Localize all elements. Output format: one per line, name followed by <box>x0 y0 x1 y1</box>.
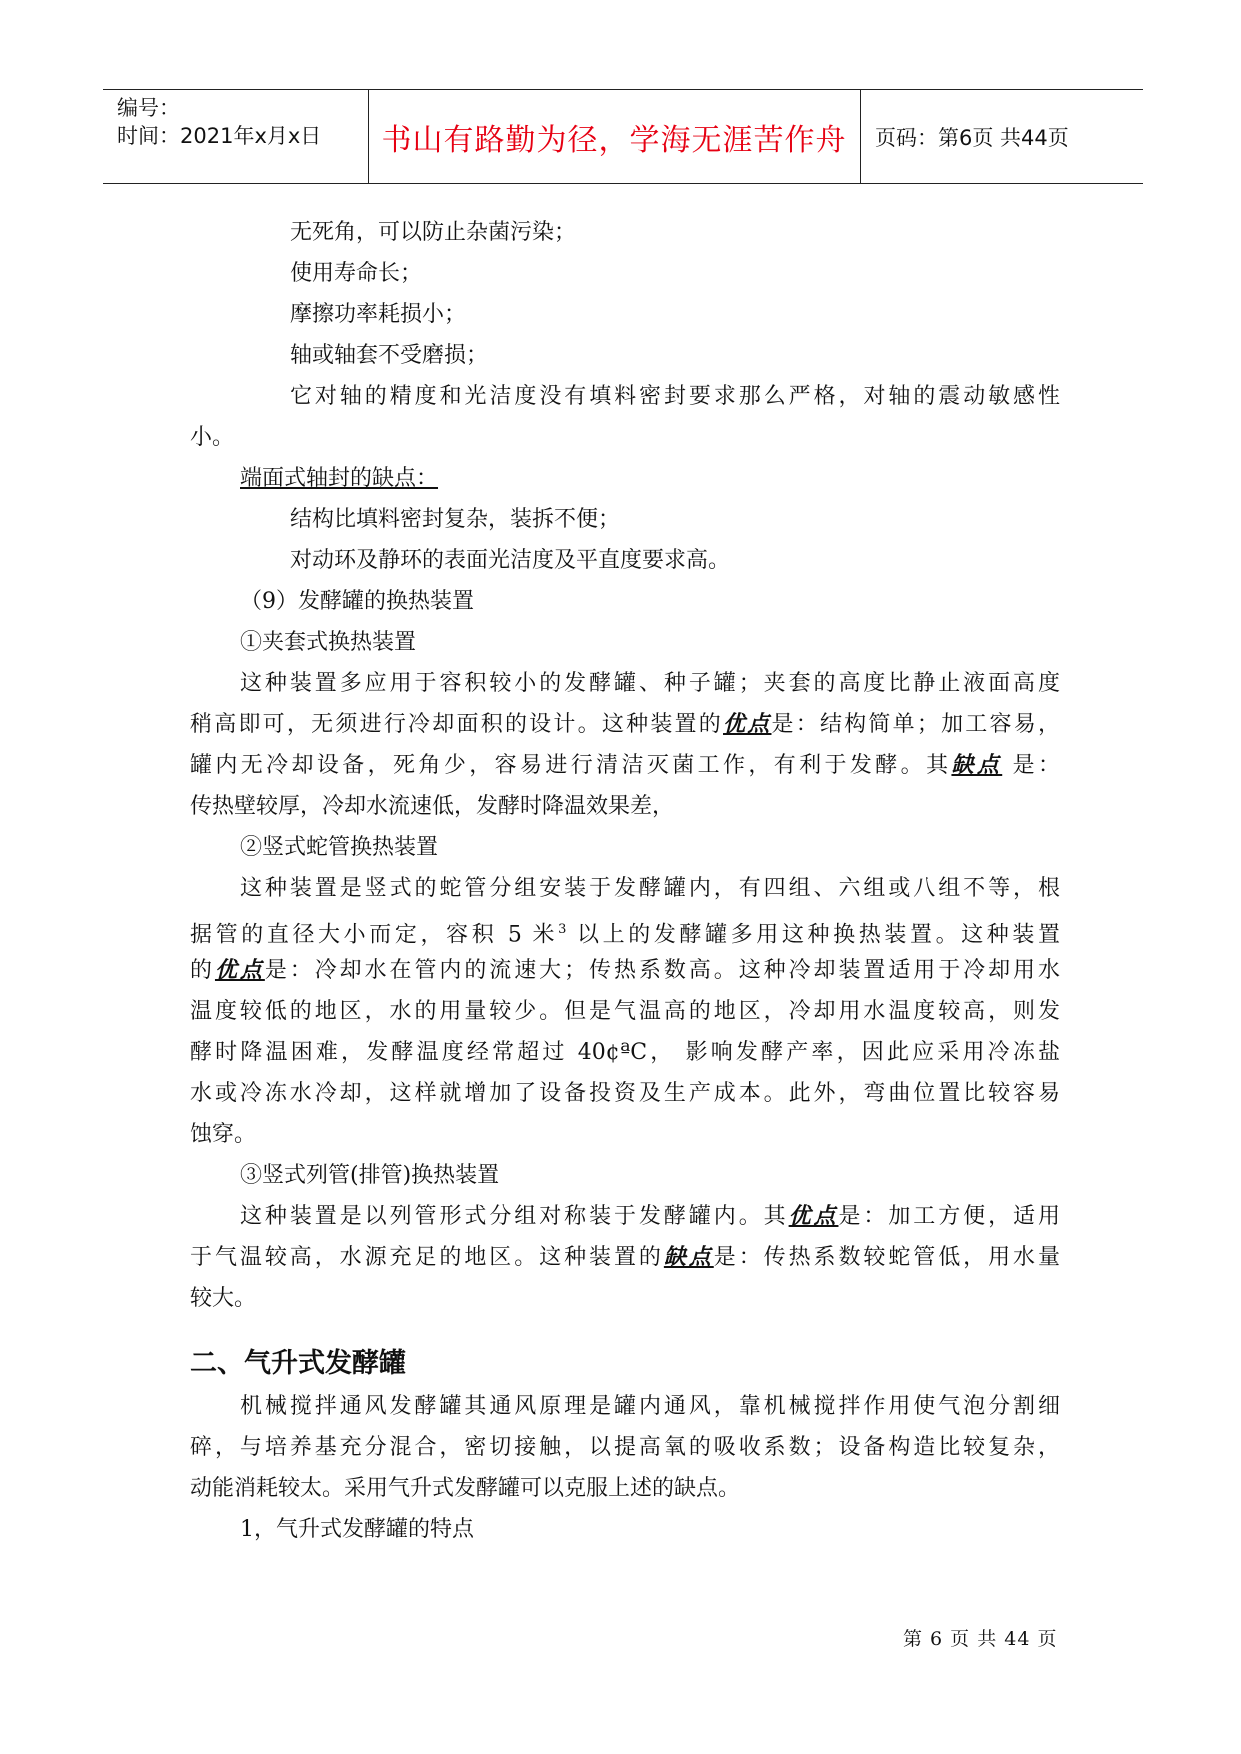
emphasis-advantage: 优点 <box>214 957 265 983</box>
subsection-title: ③竖式列管(排管)换热装置 <box>240 1163 500 1188</box>
section-title: 1，气升式发酵罐的特点 <box>240 1517 474 1542</box>
text-run: 是：传热系数较蛇管低，用水量 <box>713 1245 1060 1270</box>
text-run: 这种装置是以列管形式分组对称装于发酵罐内。其 <box>240 1204 789 1229</box>
paragraph-line: 这种装置多应用于容积较小的发酵罐、种子罐；夹套的高度比静止液面高度 <box>240 671 1060 696</box>
page-header <box>103 89 1143 184</box>
paragraph-line: 结构比填料密封复杂，装拆不便； <box>290 507 621 532</box>
paragraph-line: 传热壁较厚，冷却水流速低，发酵时降温效果差， <box>190 794 675 819</box>
superscript: 3 <box>558 922 567 937</box>
paragraph-line <box>190 950 1060 991</box>
text-run: 稍高即可，无须进行冷却面积的设计。这种装置的 <box>190 712 724 737</box>
paragraph-line: 对动环及静环的表面光洁度及平直度要求高。 <box>290 548 731 573</box>
paragraph-line <box>190 1237 1060 1278</box>
subheading-line <box>190 458 1060 499</box>
paragraph-line: 这种装置是竖式的蛇管分组安装于发酵罐内，有四组、六组或八组不等，根 <box>240 876 1060 901</box>
paragraph-line: 机械搅拌通风发酵罐其通风原理是罐内通风，靠机械搅拌作用使气泡分割细 <box>240 1394 1060 1419</box>
paragraph-line: 小。 <box>190 425 235 450</box>
page-footer: 第 6 页 共 44 页 <box>903 1628 1058 1650</box>
time-label: 时间：2021年x月x日 <box>117 124 322 148</box>
emphasis-disadvantage: 缺点 <box>951 752 1003 778</box>
paragraph-line: 较大。 <box>190 1286 257 1311</box>
paragraph-line <box>190 1196 1060 1237</box>
paragraph-line: 碎，与培养基充分混合，密切接触，以提高氧的吸收系数；设备构造比较复杂， <box>190 1435 1060 1460</box>
subsection-title: ②竖式蛇管换热装置 <box>240 835 439 860</box>
text-run: 是：结构简单；加工容易， <box>771 712 1060 737</box>
paragraph-line: 动能消耗较太。采用气升式发酵罐可以克服上述的缺点。 <box>190 1476 741 1501</box>
emphasis-disadvantage: 缺点 <box>663 1244 714 1270</box>
paragraph-line: 轴或轴套不受磨损； <box>290 343 489 368</box>
paragraph-line: 酵时降温困难，发酵温度经常超过 40¢ªC， 影响发酵产率，因此应采用冷冻盐 <box>190 1040 1060 1065</box>
chapter-heading: 二、气升式发酵罐 <box>190 1348 406 1379</box>
underlined-label: 端面式轴封的缺点： <box>240 466 439 491</box>
text-run: 的 <box>190 958 215 983</box>
subsection-title: ①夹套式换热装置 <box>240 630 417 655</box>
header-meta <box>117 94 321 150</box>
paragraph-line: 温度较低的地区，水的用量较少。但是气温高的地区，冷却用水温度较高，则发 <box>190 999 1060 1024</box>
paragraph-line: 蚀穿。 <box>190 1122 257 1147</box>
header-motto: 书山有路勤为径，学海无涯苦作舟 <box>381 122 847 158</box>
text-run: 是：加工方便，适用 <box>838 1204 1060 1229</box>
serial-label: 编号： <box>117 96 180 120</box>
text-run: 是： <box>1002 753 1060 778</box>
text-run: 于气温较高，水源充足的地区。这种装置的 <box>190 1245 664 1270</box>
paragraph-line: 水或冷冻水冷却，这样就增加了设备投资及生产成本。此外，弯曲位置比较容易 <box>190 1081 1060 1106</box>
paragraph-line: 无死角，可以防止杂菌污染； <box>290 220 577 245</box>
section-title: （9）发酵罐的换热装置 <box>240 589 474 614</box>
header-page-info: 页码：第6页 共44页 <box>875 125 1069 150</box>
paragraph-line <box>190 745 1060 786</box>
header-divider-right <box>860 90 861 183</box>
text-run: 据管的直径大小而定，容积 5 米 <box>190 922 559 948</box>
paragraph-line: 摩擦功率耗损小； <box>290 302 467 327</box>
text-run: 是：冷却水在管内的流速大；传热系数高。这种冷却装置适用于冷却用水 <box>264 958 1060 983</box>
emphasis-advantage: 优点 <box>788 1203 839 1229</box>
text-run: 以上的发酵罐多用这种换热装置。这种装置 <box>566 922 1061 948</box>
document-body <box>190 212 1060 1550</box>
paragraph-line: 它对轴的精度和光洁度没有填料密封要求那么严格，对轴的震动敏感性 <box>290 384 1060 409</box>
paragraph-line <box>190 909 1060 950</box>
text-run: 罐内无冷却设备，死角少，容易进行清洁灭菌工作，有利于发酵。其 <box>190 753 952 778</box>
emphasis-advantage: 优点 <box>723 711 772 737</box>
paragraph-line: 使用寿命长； <box>290 261 423 286</box>
paragraph-line <box>190 704 1060 745</box>
